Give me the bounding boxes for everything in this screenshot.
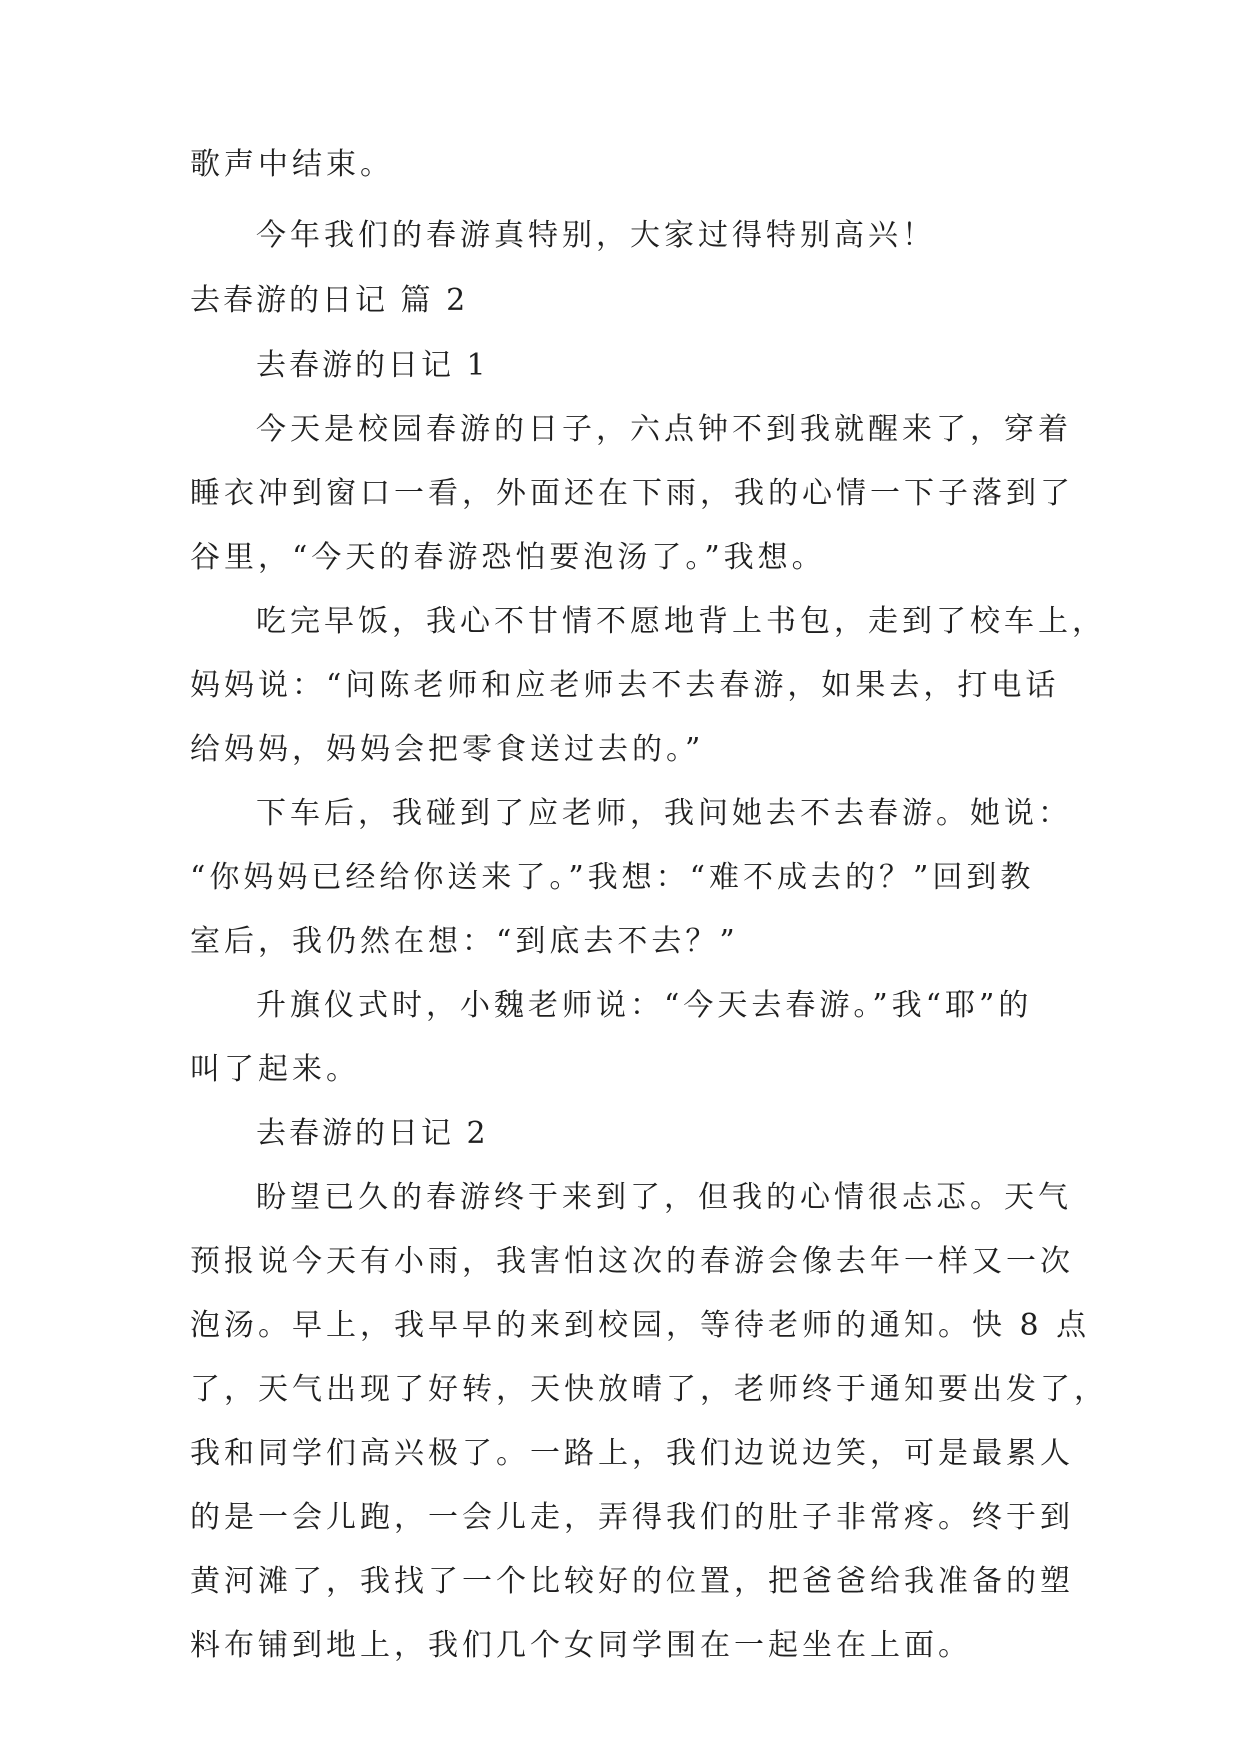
subsection-heading: 去春游的日记 2 bbox=[256, 1116, 489, 1151]
subsection-heading: 去春游的日记 1 bbox=[256, 348, 489, 383]
text-line: 歌声中结束。 bbox=[190, 147, 394, 182]
paragraph-line: 吃完早饭，我心不甘情不愿地背上书包，走到了校车上， bbox=[256, 604, 1106, 639]
paragraph-line: 盼望已久的春游终于来到了，但我的心情很忐忑。天气 bbox=[256, 1180, 1072, 1215]
text-line: 给妈妈，妈妈会把零食送过去的。” bbox=[190, 732, 705, 767]
text-line: 叫了起来。 bbox=[190, 1052, 360, 1087]
text-line: 的是一会儿跑，一会儿走，弄得我们的肚子非常疼。终于到 bbox=[190, 1500, 1074, 1535]
text-line: 我和同学们高兴极了。一路上，我们边说边笑，可是最累人 bbox=[190, 1436, 1074, 1471]
text-line: 室后，我仍然在想：“到底去不去？” bbox=[190, 924, 739, 959]
section-heading: 去春游的日记 篇 2 bbox=[190, 283, 469, 318]
text-line: “你妈妈已经给你送来了。”我想：“难不成去的？”回到教 bbox=[190, 860, 1035, 895]
text-line: 黄河滩了，我找了一个比较好的位置，把爸爸给我准备的塑 bbox=[190, 1564, 1074, 1599]
paragraph-line: 今年我们的春游真特别，大家过得特别高兴！ bbox=[256, 218, 936, 253]
paragraph-line: 下车后，我碰到了应老师，我问她去不去春游。她说： bbox=[256, 796, 1072, 831]
text-line: 了，天气出现了好转，天快放晴了，老师终于通知要出发了， bbox=[190, 1372, 1108, 1407]
text-line: 谷里，“今天的春游恐怕要泡汤了。”我想。 bbox=[190, 540, 826, 575]
text-line: 料布铺到地上，我们几个女同学围在一起坐在上面。 bbox=[190, 1628, 972, 1663]
text-line: 预报说今天有小雨，我害怕这次的春游会像去年一样又一次 bbox=[190, 1244, 1074, 1279]
text-line: 妈妈说：“问陈老师和应老师去不去春游，如果去，打电话 bbox=[190, 668, 1060, 703]
text-line: 睡衣冲到窗口一看，外面还在下雨，我的心情一下子落到了 bbox=[190, 476, 1074, 511]
paragraph-line: 今天是校园春游的日子，六点钟不到我就醒来了，穿着 bbox=[256, 412, 1072, 447]
text-line: 泡汤。早上，我早早的来到校园，等待老师的通知。快 8 点 bbox=[190, 1308, 1091, 1343]
paragraph-line: 升旗仪式时，小魏老师说：“今天去春游。”我“耶”的 bbox=[256, 988, 1033, 1023]
